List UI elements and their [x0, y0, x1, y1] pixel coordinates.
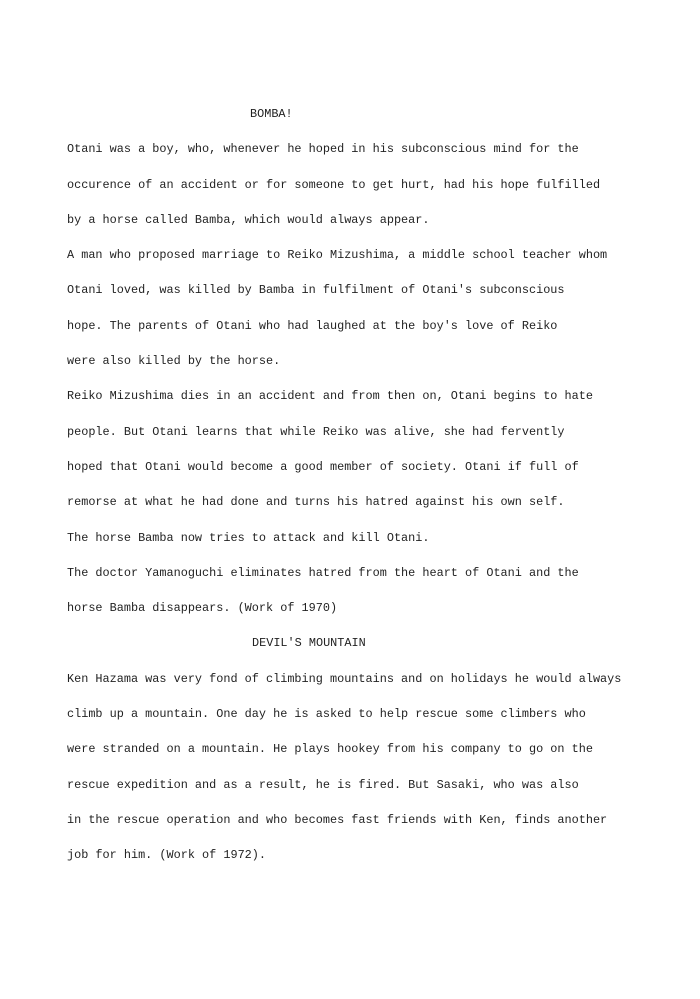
text-line: in the rescue operation and who becomes fast friends with Ken, finds another: [67, 812, 608, 827]
text-line: by a horse called Bamba, which would always appear.: [67, 212, 430, 227]
text-line: people. But Otani learns that while Reiko was alive, she had fervently: [67, 424, 565, 439]
text-line: climb up a mountain. One day he is asked to help rescue some climbers who: [67, 707, 586, 722]
text-line: The doctor Yamanoguchi eliminates hatred from the heart of Otani and the: [67, 565, 579, 580]
typewritten-page: [67, 97, 687, 874]
text-line: Ken Hazama was very fond of climbing mountains and on holidays he would always: [67, 671, 622, 686]
text-line: Otani loved, was killed by Bamba in fulfilment of Otani's subconscious: [67, 283, 565, 298]
text-line: occurence of an accident or for someone to get hurt, had his hope fulfilled: [67, 177, 601, 192]
section-body-bomba: [67, 132, 687, 626]
text-line: hoped that Otani would become a good member of society. Otani if full of: [67, 459, 579, 474]
text-line: were also killed by the horse.: [67, 354, 281, 369]
text-line: horse Bamba disappears. (Work of 1970): [67, 601, 338, 616]
text-line: job for him. (Work of 1972).: [67, 848, 267, 863]
section-title-bomba: BOMBA!: [250, 107, 293, 121]
section-body-devils-mountain: [67, 662, 687, 874]
text-line: The horse Bamba now tries to attack and kill Otani.: [67, 530, 430, 545]
text-line: remorse at what he had done and turns his hatred against his own self.: [67, 495, 565, 510]
text-line: hope. The parents of Otani who had laughed at the boy's love of Reiko: [67, 318, 558, 333]
text-line: Reiko Mizushima dies in an accident and from then on, Otani begins to hate: [67, 389, 593, 404]
text-line: A man who proposed marriage to Reiko Mizushima, a middle school teacher whom: [67, 248, 608, 263]
section-title-devils-mountain: DEVIL'S MOUNTAIN: [252, 636, 366, 651]
text-line: were stranded on a mountain. He plays hookey from his company to go on the: [67, 742, 593, 757]
text-line: Otani was a boy, who, whenever he hoped in his subconscious mind for the: [67, 142, 579, 157]
text-line: rescue expedition and as a result, he is fired. But Sasaki, who was also: [67, 777, 579, 792]
